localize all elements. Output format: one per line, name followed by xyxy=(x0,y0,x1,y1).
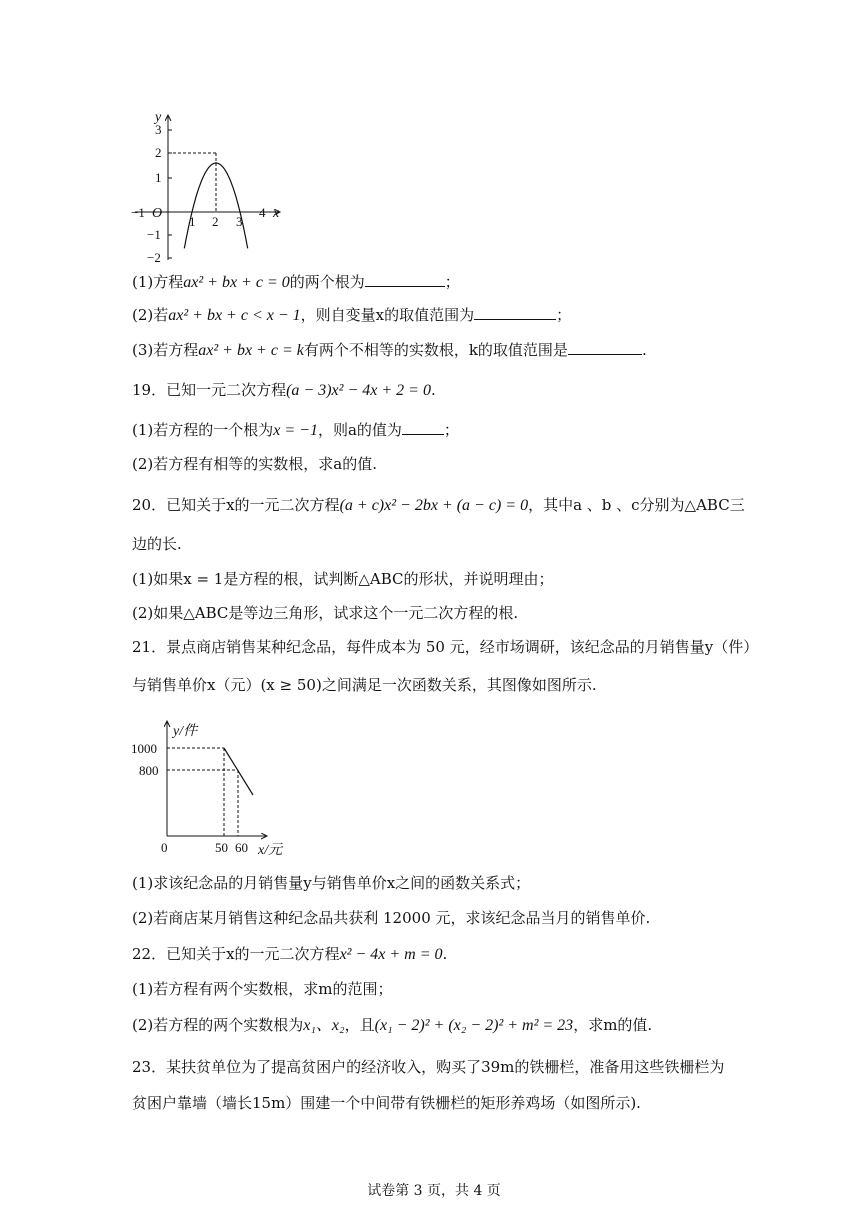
x-tick-50: 50 xyxy=(215,840,228,855)
q22-part2-mid: ，且 xyxy=(344,1016,375,1034)
y-tick-neg2: −2 xyxy=(147,250,161,265)
x-tick-1: 1 xyxy=(189,214,196,229)
x-axis-label: x xyxy=(273,206,280,221)
q19-part2: (2)若方程有相等的实数根，求a的值. xyxy=(132,455,377,473)
q22-stem-end: . xyxy=(442,945,448,963)
q20-stem-math: (a + c)x² − 2bx + (a − c) = 0 xyxy=(339,497,529,514)
x-tick-0: 0 xyxy=(161,840,168,855)
q18-part3-end: . xyxy=(641,341,647,359)
q18-part2-pre: (2)若 xyxy=(132,306,169,324)
y-tick-neg1: −1 xyxy=(147,227,161,242)
q20-part1: (1)如果x = 1是方程的根，试判断△ABC的形状，并说明理由； xyxy=(132,570,554,588)
y-tick-3: 3 xyxy=(155,122,162,137)
q22-part2-math1: x₁、x₂ xyxy=(303,1017,345,1034)
q18-part3-post: 有两个不相等的实数根，k的取值范围是 xyxy=(303,341,568,359)
q22-stem-math: x² − 4x + m = 0 xyxy=(339,946,443,963)
sales-graph xyxy=(125,718,305,858)
q19-stem-end: . xyxy=(430,381,436,399)
q19-stem xyxy=(132,380,436,401)
x-tick-4: 4 xyxy=(259,205,266,220)
q23-line1: 23．某扶贫单位为了提高贫困户的经济收入，购买了39m的铁栅栏，准备用这些铁栅栏为 xyxy=(132,1058,725,1076)
q19-part1-pre: (1)若方程的一个根为 xyxy=(132,421,274,439)
q19-stem-math: (a − 3)x² − 4x + 2 = 0 xyxy=(286,382,431,399)
x-tick-60: 60 xyxy=(235,840,248,855)
q19-part1-math: x = −1 xyxy=(273,422,318,439)
y-axis-label: y/件 xyxy=(173,724,198,739)
q22-part2-post: ，求m的值. xyxy=(573,1016,653,1034)
y-axis-label: y xyxy=(155,110,162,125)
q19-part1-post: ，则a的值为 xyxy=(317,421,402,439)
q18-part1-math: ax² + bx + c = 0 xyxy=(183,274,290,291)
q18-part1 xyxy=(132,272,460,293)
q22-part2-pre: (2)若方程的两个实数根为 xyxy=(132,1016,304,1034)
q18-part2-post: ，则自变量x的取值范围为 xyxy=(300,306,475,324)
q19-stem-pre: 19．已知一元二次方程 xyxy=(132,381,287,399)
answer-blank[interactable] xyxy=(402,420,444,435)
answer-blank[interactable] xyxy=(474,305,556,320)
q19-part1 xyxy=(132,420,459,441)
y-tick-800: 800 xyxy=(139,763,159,778)
q20-stem-post: ，其中a 、b 、c分别为△ABC三 xyxy=(528,496,745,514)
origin-label: O xyxy=(152,206,163,221)
page-footer: 试卷第 3 页，共 4 页 xyxy=(367,1183,501,1199)
x-axis-label: x/元 xyxy=(258,843,283,858)
q22-part2-math2: (x₁ − 2)² + (x₂ − 2)² + m² = 23 xyxy=(374,1017,574,1034)
q18-part2-end: ； xyxy=(556,306,572,324)
q18-part3-pre: (3)若方程 xyxy=(132,341,199,359)
y-tick-1000: 1000 xyxy=(131,741,157,756)
x-tick-3: 3 xyxy=(236,214,243,229)
answer-blank[interactable] xyxy=(568,340,642,355)
q20-part2: (2)如果△ABC是等边三角形，试求这个一元二次方程的根. xyxy=(132,604,519,622)
parabola-graph xyxy=(125,105,295,265)
q18-part2-math: ax² + bx + c < x − 1 xyxy=(168,307,301,324)
answer-blank[interactable] xyxy=(365,272,445,287)
q20-stem-cont: 边的长. xyxy=(132,535,182,553)
q20-stem xyxy=(132,495,745,516)
q19-part1-end: ； xyxy=(443,421,459,439)
q22-part2 xyxy=(132,1015,652,1036)
q18-part1-end: ； xyxy=(444,273,460,291)
q22-stem xyxy=(132,944,447,965)
x-tick-neg1: −1 xyxy=(131,205,145,220)
q23-line2: 贫困户靠墙（墙长15m）围建一个中间带有铁栅栏的矩形养鸡场（如图所示). xyxy=(132,1094,641,1112)
q21-line1: 21．景点商店销售某种纪念品，每件成本为 50 元，经市场调研，该纪念品的月销售量y（件） xyxy=(132,638,759,656)
q21-line2: 与销售单价x（元）(x ≥ 50)之间满足一次函数关系，其图像如图所示. xyxy=(132,676,597,694)
y-tick-2: 2 xyxy=(155,145,162,160)
q22-stem-pre: 22．已知关于x的一元二次方程 xyxy=(132,945,340,963)
y-tick-1: 1 xyxy=(155,170,162,185)
q18-part1-post: 的两个根为 xyxy=(289,273,365,291)
q18-part2 xyxy=(132,305,571,326)
q18-part1-pre: (1)方程 xyxy=(132,273,184,291)
q20-stem-pre: 20．已知关于x的一元二次方程 xyxy=(132,496,340,514)
q22-part1: (1)若方程有两个实数根，求m的范围； xyxy=(132,980,393,998)
q21-part1: (1)求该纪念品的月销售量y与销售单价x之间的函数关系式； xyxy=(132,874,531,892)
q18-part3 xyxy=(132,340,647,361)
x-tick-2: 2 xyxy=(212,214,219,229)
q21-part2: (2)若商店某月销售这种纪念品共获利 12000 元，求该纪念品当月的销售单价. xyxy=(132,909,651,927)
q18-part3-math: ax² + bx + c = k xyxy=(198,342,304,359)
